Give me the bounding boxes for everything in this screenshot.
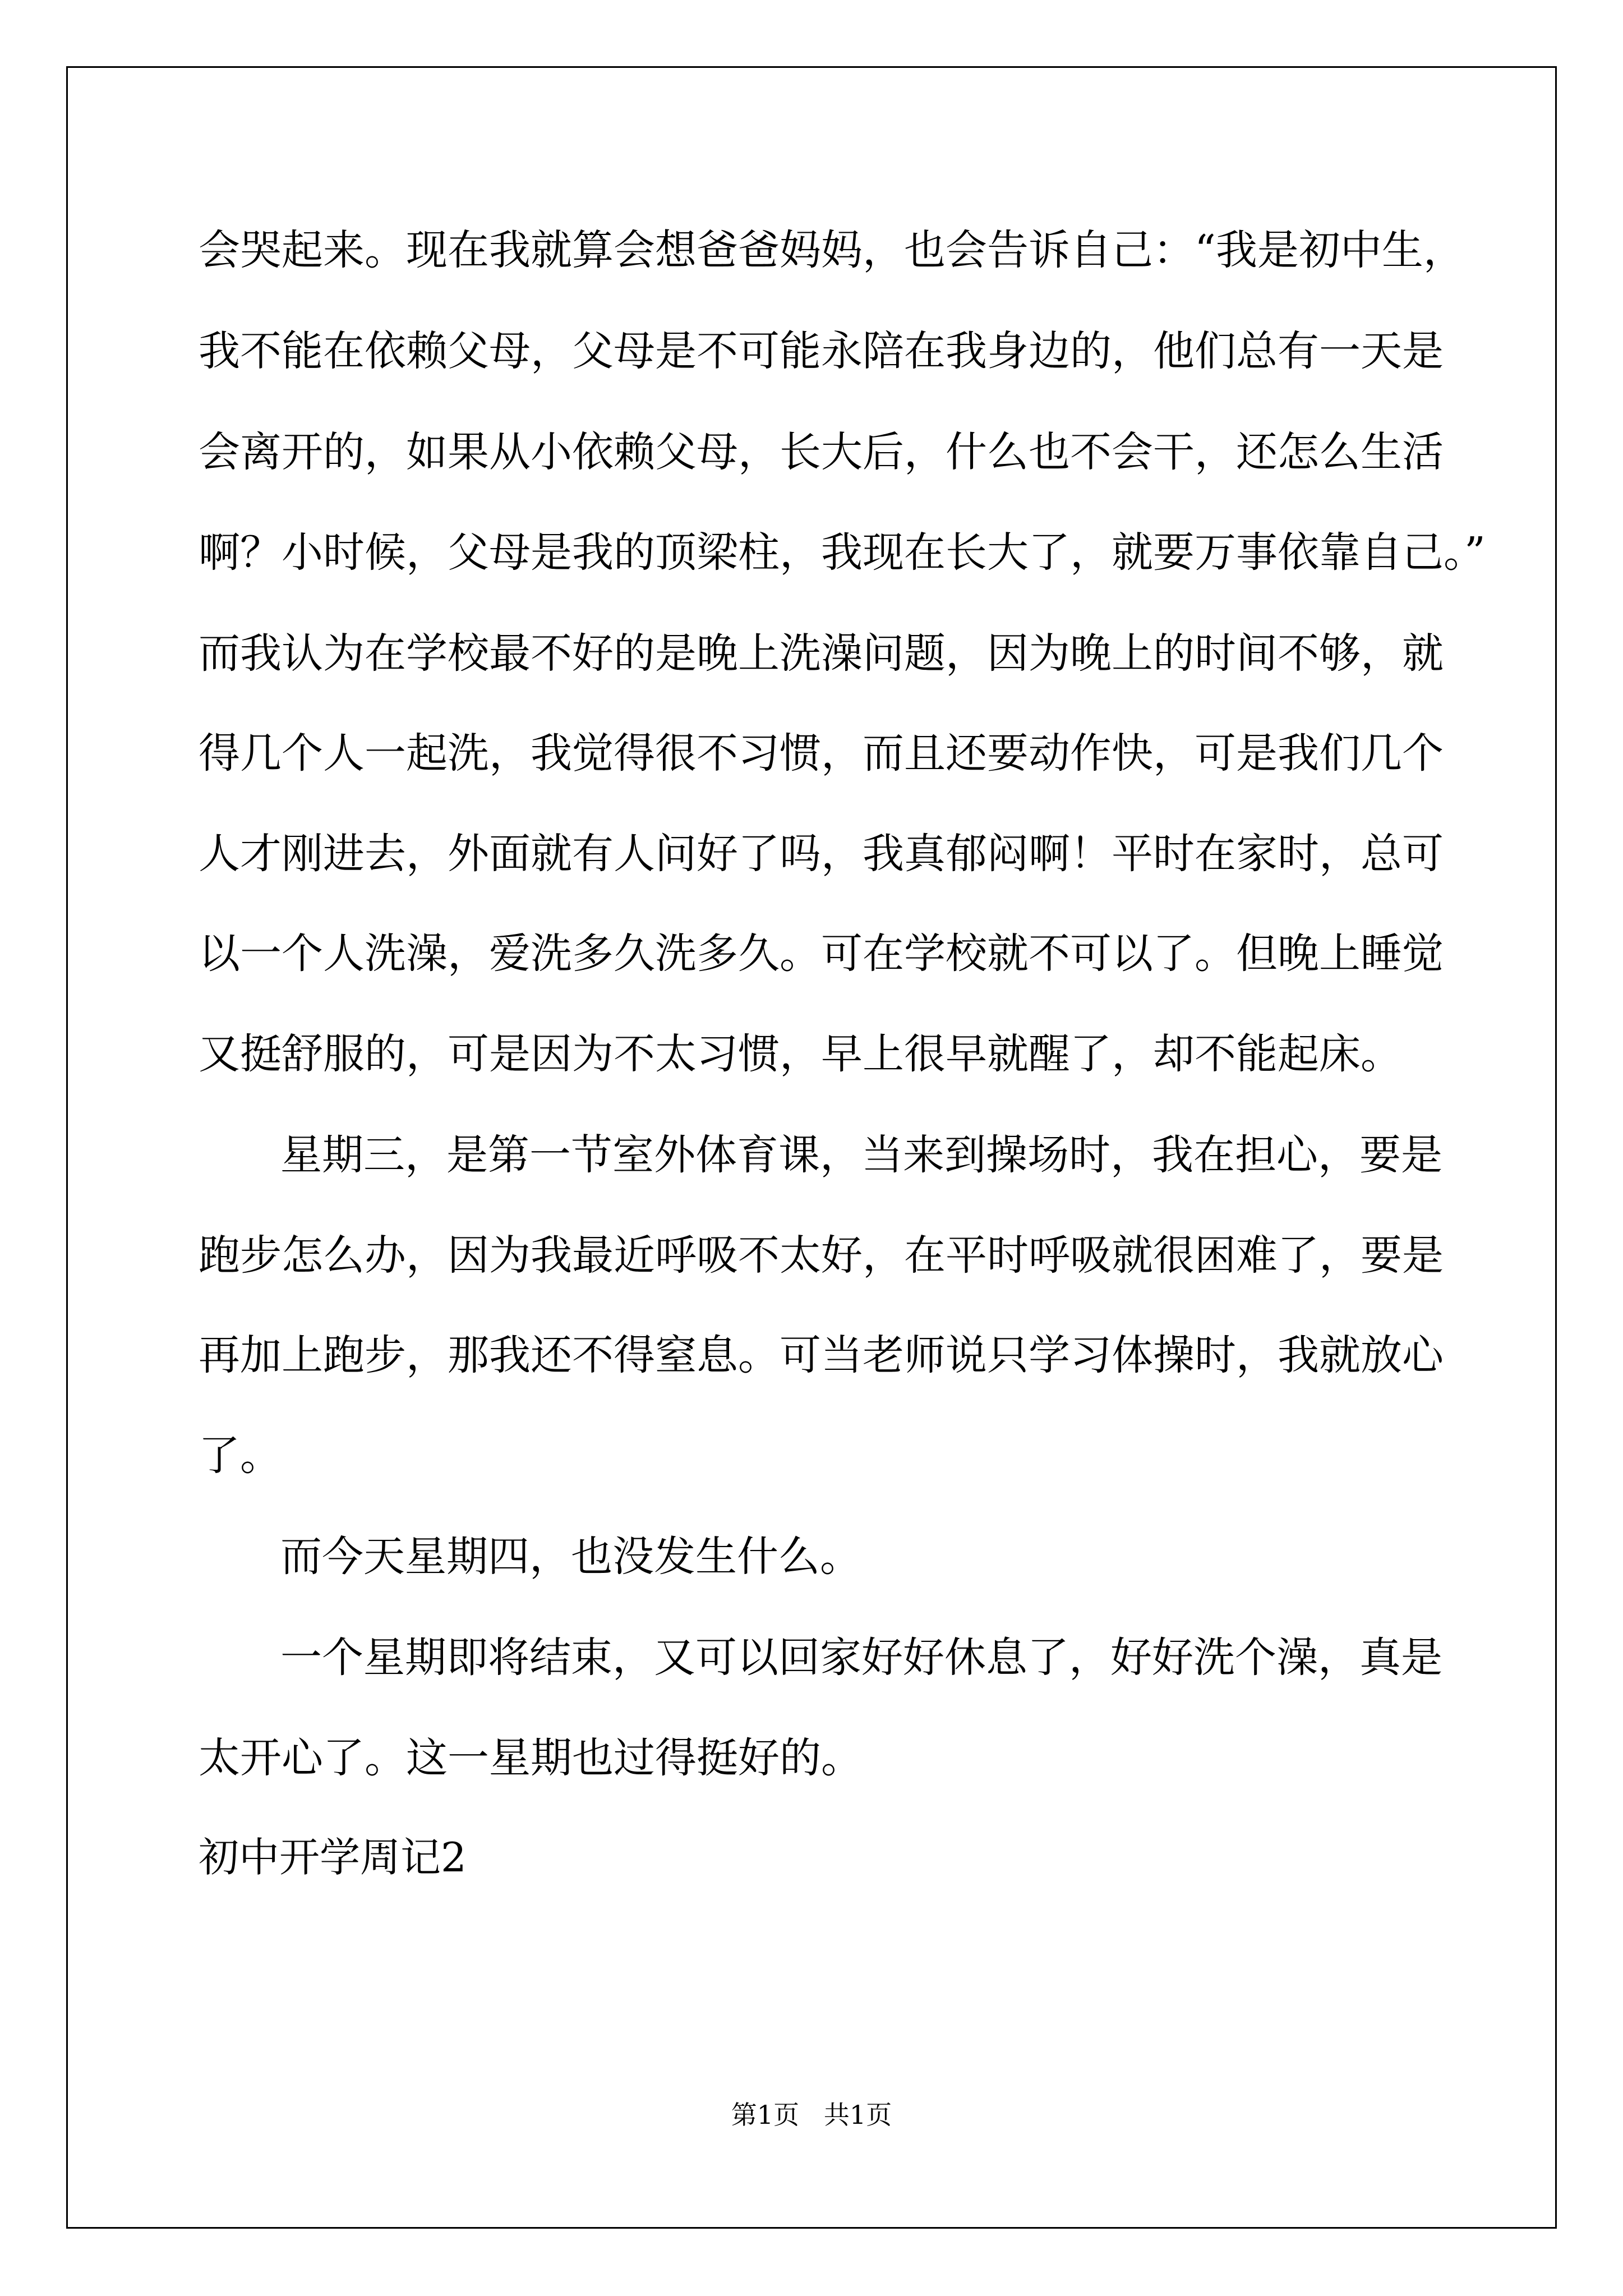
body-line-14: 而今天星期四，也没发生什么。 (280, 1533, 861, 1581)
body-line-7: 人才刚进去，外面就有人问好了吗，我真郁闷啊！平时在家时，总可 (199, 830, 1444, 878)
body-line-10: 星期三，是第一节室外体育课，当来到操场时，我在担心，要是 (280, 1131, 1442, 1179)
page-footer: 第1页 共1页 (731, 2100, 892, 2130)
body-line-2: 我不能在依赖父母，父母是不可能永陪在我身边的，他们总有一天是 (199, 327, 1444, 375)
section-heading: 初中开学周记2 (199, 1834, 467, 1881)
body-line-16: 太开心了。这一星期也过得挺好的。 (199, 1734, 863, 1782)
body-line-5: 而我认为在学校最不好的是晚上洗澡问题，因为晚上的时间不够，就 (199, 629, 1444, 678)
body-line-11: 跑步怎么办，因为我最近呼吸不太好，在平时呼吸就很困难了，要是 (199, 1231, 1444, 1280)
body-line-1: 会哭起来。现在我就算会想爸爸妈妈，也会告诉自己：“我是初中生， (199, 226, 1465, 274)
body-line-6: 得几个人一起洗，我觉得很不习惯，而且还要动作快，可是我们几个 (199, 729, 1444, 777)
body-line-3: 会离开的，如果从小依赖父母，长大后，什么也不会干，还怎么生活 (199, 428, 1444, 476)
body-line-4: 啊？小时候，父母是我的顶梁柱，我现在长大了，就要万事依靠自己。” (199, 528, 1486, 577)
body-line-13: 了。 (199, 1432, 282, 1480)
body-line-8: 以一个人洗澡，爱洗多久洗多久。可在学校就不可以了。但晚上睡觉 (199, 930, 1444, 978)
body-line-9: 又挺舒服的，可是因为不太习惯，早上很早就醒了，却不能起床。 (199, 1030, 1402, 1078)
body-line-15: 一个星期即将结束，又可以回家好好休息了，好好洗个澡，真是 (280, 1634, 1442, 1682)
body-line-12: 再加上跑步，那我还不得窒息。可当老师说只学习体操时，我就放心 (199, 1331, 1444, 1379)
